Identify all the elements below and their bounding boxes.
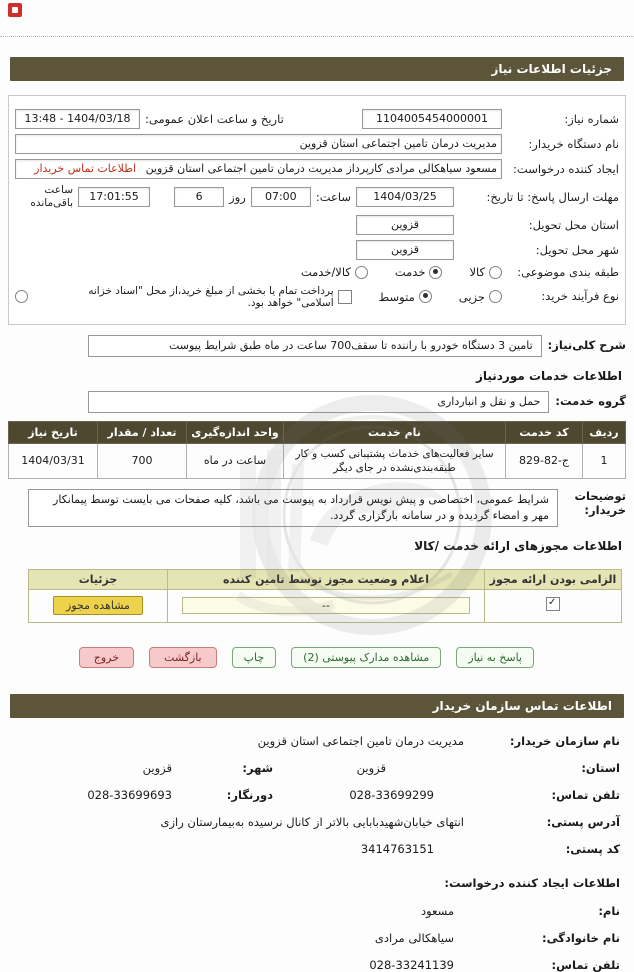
request-creator-label: ایجاد کننده درخواست: bbox=[513, 161, 619, 176]
col-row-number: ردیف bbox=[583, 421, 626, 443]
fax-label: دورنگار: bbox=[226, 787, 273, 802]
row-buyer-org bbox=[15, 134, 619, 154]
cell-need-date: 1404/03/31 bbox=[9, 443, 98, 478]
phone-label: تلفن تماس: bbox=[551, 787, 620, 802]
deadline-date-input[interactable]: 1404/03/25 bbox=[356, 187, 454, 207]
category-option-goods-service-label: کالا/خدمت bbox=[300, 265, 351, 280]
deadline-time-label: ساعت: bbox=[315, 189, 351, 204]
category-option-goods-service[interactable] bbox=[301, 265, 368, 279]
cell-service-name: سایر فعالیت‌های خدمات پشتیبانی کسب و کار طبقه‌بندی‌نشده در جای دیگر bbox=[284, 443, 506, 478]
col-service-code: کد خدمت bbox=[506, 421, 583, 443]
service-group-label: گروه خدمت: bbox=[555, 394, 626, 409]
row-need-number bbox=[15, 109, 619, 129]
process-option-minor[interactable] bbox=[459, 290, 502, 304]
last-name-label: نام خانوادگی: bbox=[542, 930, 620, 945]
row-creator-phone bbox=[14, 958, 620, 972]
first-name-label: نام: bbox=[598, 903, 620, 918]
delivery-province-input[interactable]: قزوین bbox=[356, 215, 454, 235]
need-details-panel bbox=[8, 95, 626, 325]
fax-value: 028-33699693 bbox=[87, 787, 172, 802]
row-buyer-notes bbox=[28, 489, 626, 527]
creator-info-title: اطلاعات ایجاد کننده درخواست: bbox=[444, 875, 620, 890]
cell-row-number: 1 bbox=[583, 443, 626, 478]
col-service-name: نام خدمت bbox=[284, 421, 506, 443]
remaining-time-label: ساعت باقی‌مانده bbox=[30, 184, 73, 210]
need-number-label: شماره نیاز: bbox=[564, 111, 619, 126]
row-request-creator bbox=[15, 159, 619, 179]
col-license-status: اعلام وضعیت مجوز توسط تامین کننده bbox=[168, 569, 485, 589]
row-service-group bbox=[88, 391, 626, 413]
city-label: شهر: bbox=[242, 760, 273, 775]
license-required-cell bbox=[485, 589, 622, 622]
section-header-buyer-contact: اطلاعات تماس سازمان خریدار bbox=[10, 694, 624, 718]
license-row bbox=[29, 589, 622, 622]
license-table bbox=[28, 569, 622, 623]
license-details-cell bbox=[29, 589, 168, 622]
remaining-days-input[interactable]: 6 bbox=[174, 187, 224, 207]
remaining-time-input[interactable]: 17:01:55 bbox=[78, 187, 150, 207]
need-description-box: تامین 3 دستگاه خودرو با راننده تا سقف700 ساعت در ماه طبق شرایط پیوست bbox=[88, 335, 542, 357]
first-name-value: مسعود bbox=[420, 903, 454, 918]
need-description-label: شرح کلی‌نیاز: bbox=[547, 338, 626, 353]
process-extra-radio[interactable] bbox=[15, 290, 28, 303]
process-option-minor-label: جزیی bbox=[458, 289, 485, 304]
request-creator-input[interactable] bbox=[15, 159, 502, 179]
row-postal-code bbox=[14, 842, 620, 856]
service-group-box: حمل و نقل و انبارداری bbox=[88, 391, 549, 413]
row-delivery-province bbox=[15, 215, 619, 235]
remaining-days-label: روز bbox=[229, 189, 246, 204]
announce-label: تاریخ و ساعت اعلان عمومی: bbox=[145, 111, 284, 126]
row-deadline bbox=[15, 184, 619, 210]
treasury-payment-text: پرداخت تمام یا بخشی از مبلغ خرید،از محل "اسناد خزانه اسلامی" خواهد بود. bbox=[88, 284, 334, 309]
creator-phone-label: تلفن تماس: bbox=[551, 957, 620, 972]
last-name-value: سیاهکالی مرادی bbox=[374, 930, 454, 945]
row-need-description bbox=[88, 335, 626, 357]
col-unit: واحد اندازه‌گیری bbox=[187, 421, 284, 443]
app-icon[interactable] bbox=[8, 3, 22, 17]
delivery-city-input[interactable]: قزوین bbox=[356, 240, 454, 260]
province-value: قزوین bbox=[356, 760, 386, 775]
license-status-input[interactable]: -- bbox=[182, 597, 470, 614]
col-license-required: الزامی بودن ارائه مجوز bbox=[485, 569, 622, 589]
address-label: آدرس پستی: bbox=[546, 814, 620, 829]
request-creator-value: مسعود سیاهکالی مرادی کارپرداز مدیریت درمان تامین اجتماعی استان قزوین bbox=[145, 162, 497, 175]
col-license-details: جزئیات bbox=[29, 569, 168, 589]
phone-value: 028-33699299 bbox=[349, 787, 434, 802]
city-value: قزوین bbox=[142, 760, 172, 775]
purchase-process-label: نوع فرآیند خرید: bbox=[541, 289, 619, 304]
announce-datetime-input[interactable]: 1404/03/18 - 13:48 bbox=[15, 109, 140, 129]
checkbox-icon bbox=[338, 290, 352, 304]
row-first-name bbox=[14, 904, 620, 918]
row-last-name bbox=[14, 931, 620, 945]
dotted-divider bbox=[0, 36, 634, 37]
cell-service-code: ج-82-829 bbox=[506, 443, 583, 478]
top-strip bbox=[0, 0, 634, 36]
row-delivery-city bbox=[15, 240, 619, 260]
category-option-goods-label: کالا bbox=[469, 265, 485, 280]
license-required-checkbox[interactable] bbox=[546, 597, 560, 611]
buyer-org-label: نام دستگاه خریدار: bbox=[528, 136, 619, 151]
row-org-name bbox=[14, 734, 620, 748]
back-button[interactable]: بازگشت bbox=[149, 647, 217, 668]
radio-icon bbox=[355, 266, 368, 279]
cell-quantity: 700 bbox=[98, 443, 187, 478]
delivery-province-label: استان محل تحویل: bbox=[528, 218, 619, 233]
respond-button[interactable]: پاسخ به نیاز bbox=[456, 647, 534, 668]
row-subject-category bbox=[15, 265, 619, 279]
radio-checked-icon bbox=[419, 290, 432, 303]
exit-button[interactable]: خروج bbox=[79, 647, 134, 668]
radio-checked-icon bbox=[429, 266, 442, 279]
need-number-input[interactable]: 1104005454000001 bbox=[362, 109, 502, 129]
subject-category-label: طبقه بندی موضوعی: bbox=[517, 265, 619, 280]
radio-icon bbox=[489, 266, 502, 279]
province-label: استان: bbox=[581, 760, 620, 775]
services-table-header bbox=[9, 421, 626, 443]
deadline-time-input[interactable]: 07:00 bbox=[251, 187, 311, 207]
services-table bbox=[8, 421, 626, 479]
print-button[interactable]: چاپ bbox=[232, 647, 277, 668]
buyer-contact-link[interactable]: اطلاعات تماس خریدار bbox=[34, 162, 137, 175]
row-province-city bbox=[14, 761, 620, 775]
org-name-label: نام سازمان خریدار: bbox=[509, 733, 620, 748]
view-attachments-button[interactable]: مشاهده مدارک پیوستی (2) bbox=[291, 647, 441, 668]
table-row bbox=[9, 443, 626, 478]
buyer-org-input[interactable]: مدیریت درمان تامین اجتماعی استان قزوین bbox=[15, 134, 502, 154]
deadline-label: مهلت ارسال پاسخ: تا تاریخ: bbox=[486, 189, 619, 204]
org-name-value: مدیریت درمان تامین اجتماعی استان قزوین bbox=[257, 733, 464, 748]
category-option-service-label: خدمت bbox=[394, 265, 426, 280]
address-value: انتهای خیابان‌شهیدبابایی بالاتر از کانال نرسیده به‌بیمارستان رازی bbox=[160, 814, 464, 829]
category-option-service[interactable] bbox=[395, 265, 443, 279]
postal-code-label: کد پستی: bbox=[565, 841, 620, 856]
process-option-medium-label: متوسط bbox=[378, 289, 415, 304]
row-phone-fax bbox=[14, 788, 620, 802]
action-buttons bbox=[0, 647, 534, 668]
section-header-need-details: جزئیات اطلاعات نیاز bbox=[10, 57, 624, 81]
category-option-goods[interactable] bbox=[469, 265, 502, 279]
row-purchase-process bbox=[15, 285, 619, 309]
creator-phone-value: 028-33241139 bbox=[369, 957, 454, 972]
col-need-date: تاریخ نیاز bbox=[9, 421, 98, 443]
view-license-button[interactable]: مشاهده مجوز bbox=[53, 596, 143, 615]
cell-unit: ساعت در ماه bbox=[187, 443, 284, 478]
buyer-contact-section bbox=[0, 718, 634, 972]
license-status-cell bbox=[168, 589, 485, 622]
buyer-notes-box: شرایط عمومی، اختصاصی و پیش نویس قرارداد به پیوست می باشد، کلیه صفحات می بایست توسط پیمانکار مهر و امضاء گردیده و در سامانه بارگزاری گردد. bbox=[28, 489, 558, 527]
radio-icon bbox=[489, 290, 502, 303]
license-section-title: اطلاعات مجوزهای ارائه خدمت /کالا bbox=[414, 538, 622, 553]
delivery-city-label: شهر محل تحویل: bbox=[535, 243, 619, 258]
col-quantity: تعداد / مقدار bbox=[98, 421, 187, 443]
row-address bbox=[14, 815, 620, 829]
services-section-title: اطلاعات خدمات موردنیاز bbox=[475, 368, 622, 383]
process-option-medium[interactable] bbox=[379, 290, 432, 304]
treasury-payment-option[interactable] bbox=[55, 285, 352, 309]
buyer-notes-label: توضیحات خریدار: bbox=[574, 488, 626, 518]
license-table-header bbox=[29, 569, 622, 589]
postal-code-value: 3414763151 bbox=[360, 841, 434, 856]
